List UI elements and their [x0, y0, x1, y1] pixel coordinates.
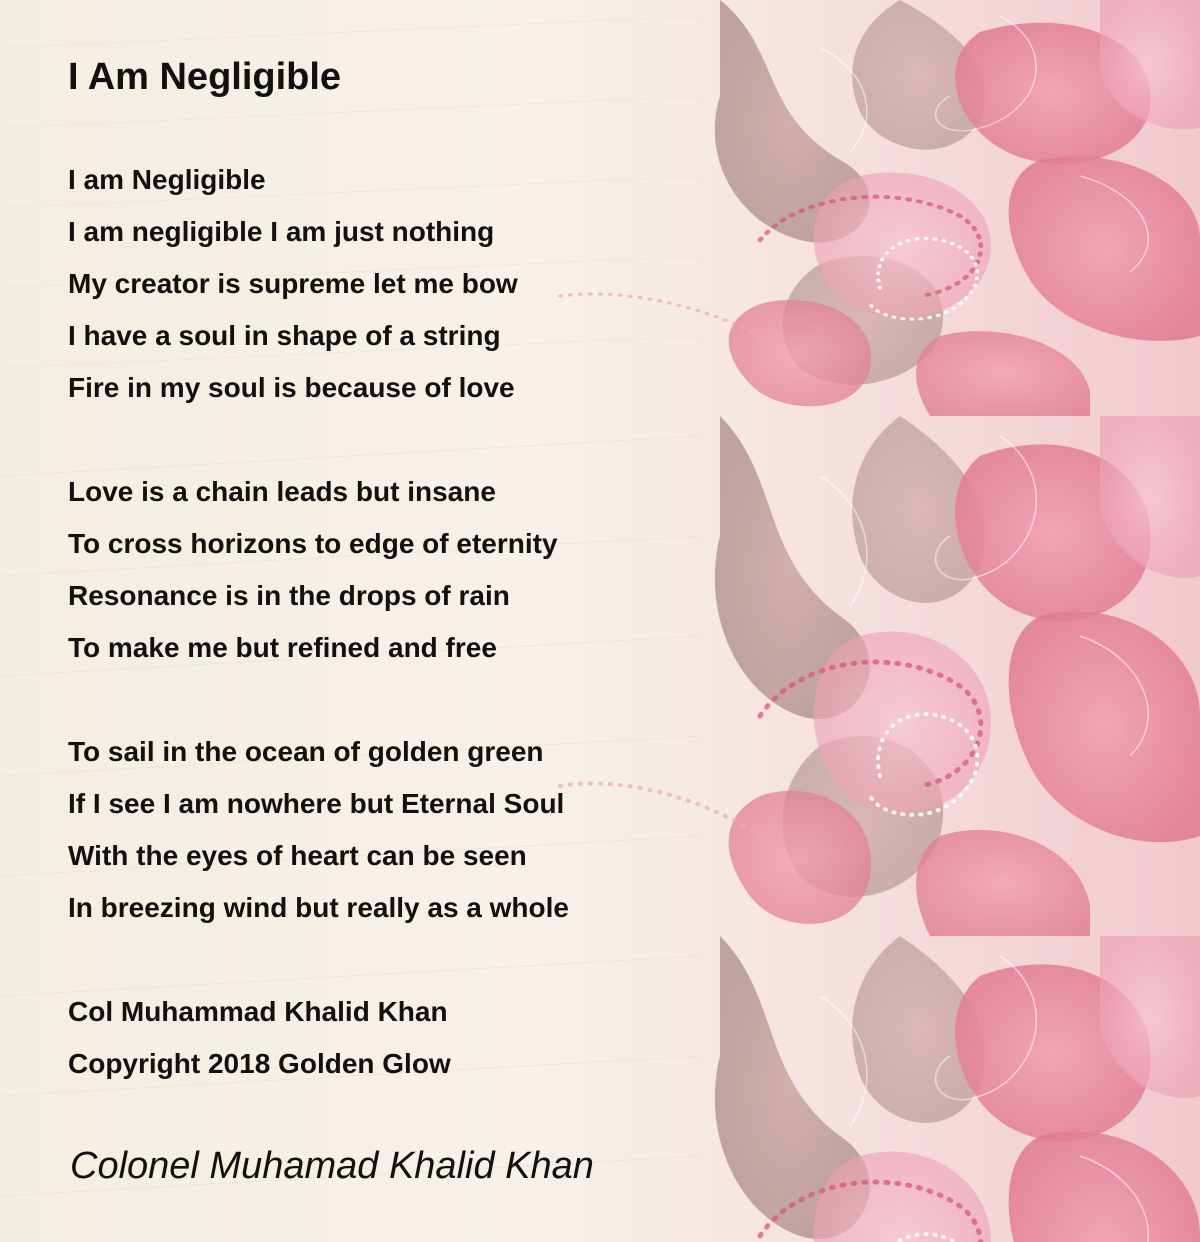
poem-line: To make me but refined and free: [68, 632, 497, 663]
poem-title: I Am Negligible: [68, 56, 342, 98]
author-credit: Col Muhammad Khalid Khan: [68, 996, 448, 1027]
poem-line: Fire in my soul is because of love: [68, 372, 515, 403]
author-signature: Colonel Muhamad Khalid Khan: [70, 1145, 594, 1187]
poem-line: If I see I am nowhere but Eternal Soul: [68, 788, 565, 819]
poem-line: My creator is supreme let me bow: [68, 268, 518, 299]
poem-stanza: [68, 726, 569, 934]
poem-line: I have a soul in shape of a string: [68, 320, 501, 351]
poem-credits: [68, 986, 451, 1090]
poem-line: I am negligible I am just nothing: [68, 216, 495, 247]
poem-line: To cross horizons to edge of eternity: [68, 528, 558, 559]
copyright-notice: Copyright 2018 Golden Glow: [68, 1048, 451, 1079]
poem-line: To sail in the ocean of golden green: [68, 736, 544, 767]
poem-line: In breezing wind but really as a whole: [68, 892, 569, 923]
poem-line: Love is a chain leads but insane: [68, 476, 496, 507]
poem-line: I am Negligible: [68, 164, 266, 195]
poem-line: Resonance is in the drops of rain: [68, 580, 510, 611]
poem-stanza: [68, 154, 518, 414]
poem-stanza: [68, 466, 558, 674]
poem-line: With the eyes of heart can be seen: [68, 840, 527, 871]
